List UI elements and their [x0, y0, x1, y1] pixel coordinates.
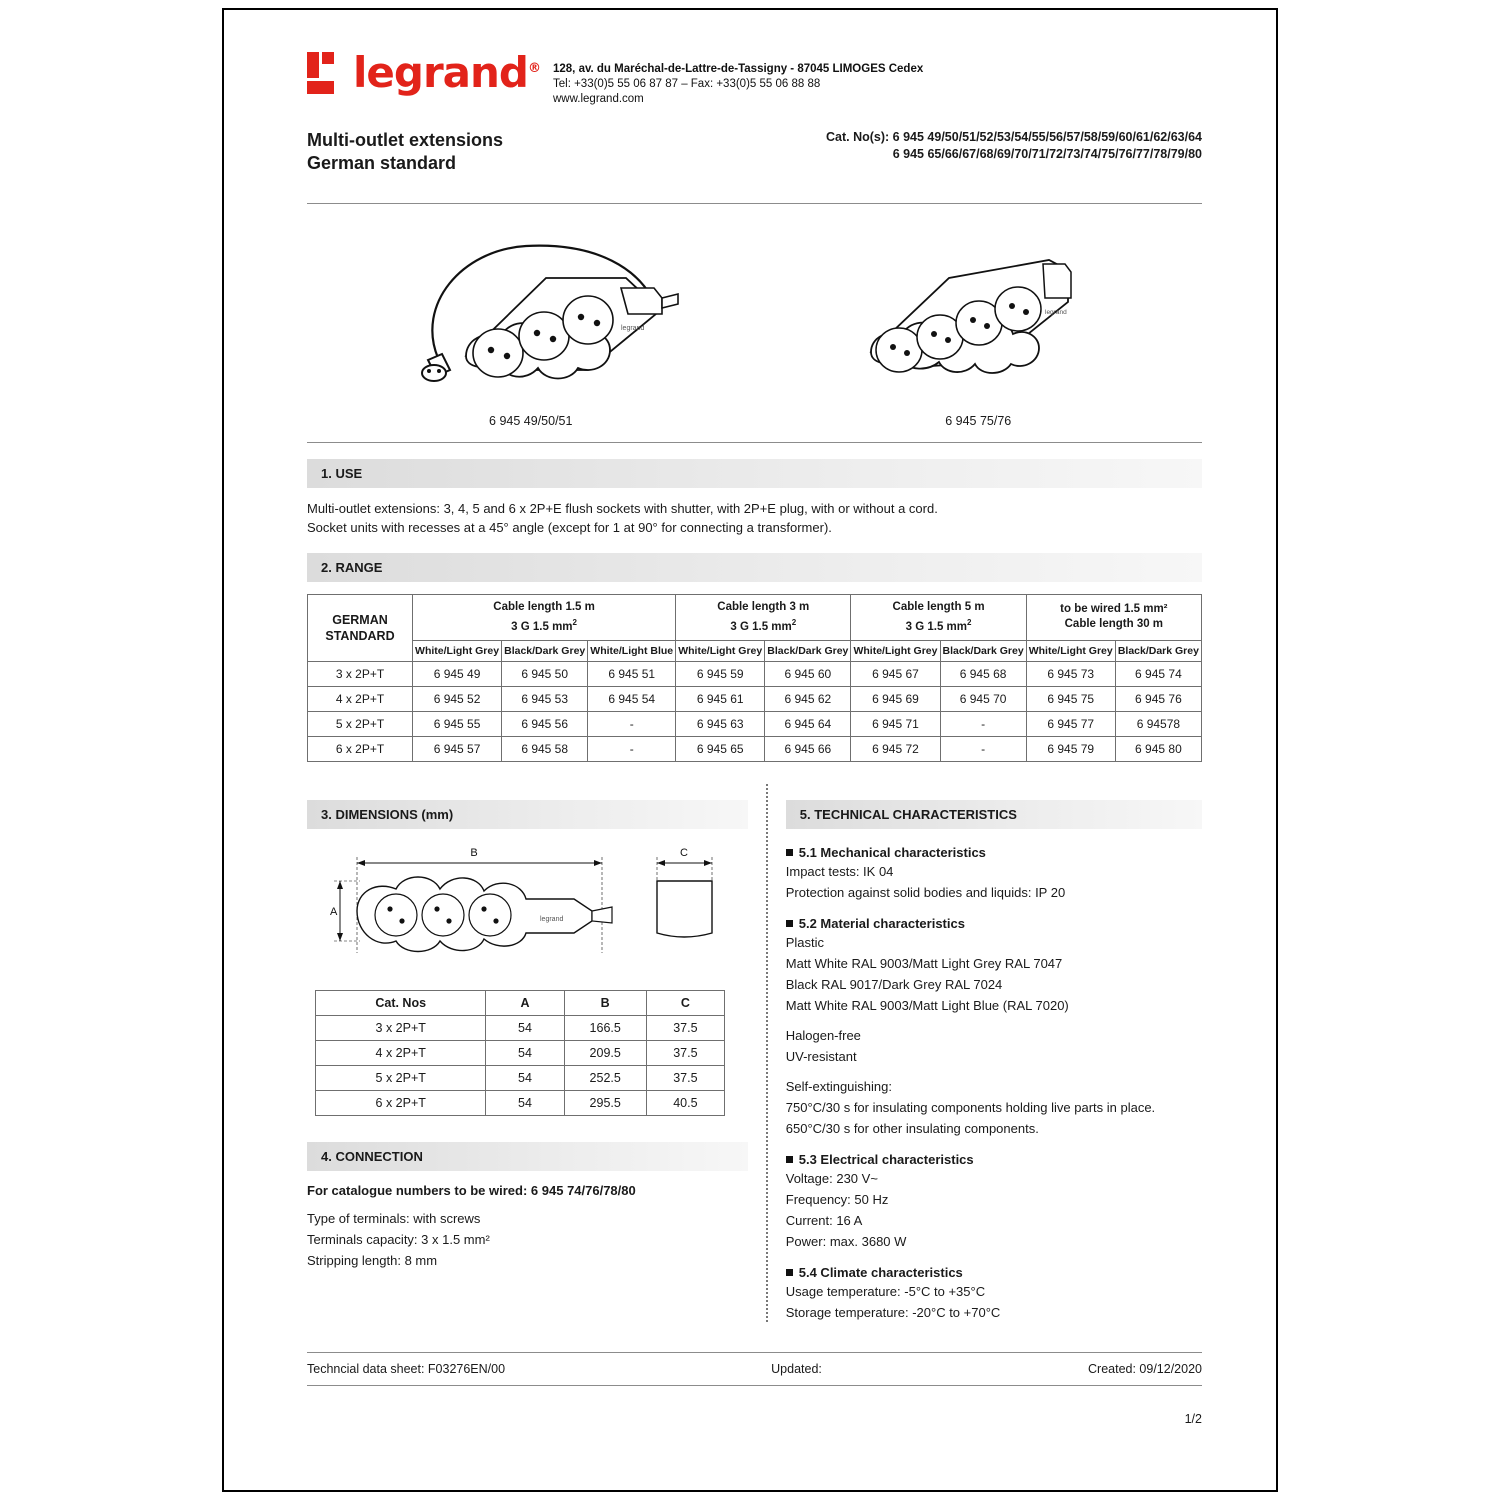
range-cell: 6 945 71: [851, 711, 940, 736]
range-cell: 6 945 73: [1026, 661, 1115, 686]
product-caption: 6 945 49/50/51: [489, 414, 573, 428]
address-line-3: www.legrand.com: [553, 93, 644, 105]
right-column: [786, 784, 1202, 1322]
material-line-9: 650°C/30 s for other insulating components.: [785, 1120, 1039, 1136]
table-row: [308, 711, 1202, 736]
range-cell: 6 945 63: [676, 711, 765, 736]
range-group-line2: 3 G 1.5 mm: [730, 620, 792, 633]
page-title-line-2: German standard: [307, 153, 457, 173]
catalogue-numbers: [826, 129, 1202, 163]
range-cell: 6 94578: [1115, 711, 1201, 736]
section-heading-dimensions: 3. DIMENSIONS (mm): [307, 800, 748, 829]
logo-wordmark-text: legrand: [353, 48, 528, 97]
use-text: [307, 499, 1202, 537]
dim-cell: 37.5: [646, 1065, 724, 1090]
range-cell: 6 945 80: [1115, 736, 1201, 761]
page-number: 1/2: [1184, 1411, 1202, 1426]
range-subheader: White/Light Blue: [588, 640, 676, 661]
range-cell: 6 945 52: [413, 686, 502, 711]
dim-column-header: A: [486, 990, 564, 1015]
range-row-label: 3 x 2P+T: [308, 661, 413, 686]
bullet-square-icon: [786, 1156, 793, 1163]
dim-cell: 37.5: [646, 1015, 724, 1040]
climate-heading: [786, 1265, 1202, 1280]
table-row: [308, 736, 1202, 761]
range-group-line2: 3 G 1.5 mm: [511, 620, 573, 633]
footer-right: Created: 09/12/2020: [1088, 1361, 1202, 1376]
range-cell: -: [940, 711, 1026, 736]
left-column: [307, 784, 748, 1322]
range-cell: 6 945 68: [940, 661, 1026, 686]
range-cell: 6 945 50: [502, 661, 588, 686]
range-subheader: White/Light Grey: [676, 640, 765, 661]
range-cell: 6 945 62: [765, 686, 851, 711]
corded-extension-illustration: [366, 210, 696, 410]
table-subheader-row: [308, 640, 1202, 661]
section-heading-range: 2. RANGE: [307, 553, 1202, 582]
document-header: [307, 48, 1202, 107]
table-row: [308, 686, 1202, 711]
mechanical-heading-text: 5.1 Mechanical characteristics: [798, 844, 986, 860]
table-row: [316, 1090, 725, 1115]
document-footer: [307, 1353, 1202, 1376]
range-row-label: 6 x 2P+T: [308, 736, 413, 761]
material-line-7: Self-extinguishing:: [785, 1078, 892, 1094]
range-cell: 6 945 56: [502, 711, 588, 736]
range-cell: 6 945 70: [940, 686, 1026, 711]
dim-cell: 37.5: [646, 1040, 724, 1065]
svg-text:legrand: legrand: [1045, 309, 1067, 316]
product-figure-wired: [755, 210, 1203, 428]
electrical-line-3: Current: 16 A: [785, 1212, 863, 1228]
product-caption: 6 945 75/76: [945, 414, 1012, 428]
range-group-header: [851, 595, 1026, 641]
legrand-logo-icon: [307, 52, 347, 94]
range-row-label: 4 x 2P+T: [308, 686, 413, 711]
material-line-1: Plastic: [785, 934, 825, 950]
dim-brand-label: legrand: [540, 915, 564, 923]
dim-cell: 3 x 2P+T: [316, 1015, 486, 1040]
dimensions-table: [315, 990, 725, 1116]
connection-subtitle: For catalogue numbers to be wired: 6 945 74/76/78/80: [307, 1182, 636, 1198]
climate-line-1: Usage temperature: -5°C to +35°C: [785, 1283, 986, 1299]
range-cell: -: [940, 736, 1026, 761]
electrical-heading-text: 5.3 Electrical characteristics: [798, 1151, 974, 1167]
dim-cell: 54: [486, 1040, 564, 1065]
electrical-heading: [786, 1152, 1202, 1167]
section-heading-connection: 4. CONNECTION: [307, 1142, 748, 1171]
range-group-header: [676, 595, 851, 641]
range-subheader: Black/Dark Grey: [940, 640, 1026, 661]
catalogue-numbers-line-1: Cat. No(s): 6 945 49/50/51/52/53/54/55/56/57/58/59/60/61/62/63/64: [826, 130, 1202, 144]
range-subheader: White/Light Grey: [413, 640, 502, 661]
footer-center: Updated:: [771, 1361, 822, 1376]
footer-left: Techncial data sheet: F03276EN/00: [307, 1361, 506, 1376]
connection-line-1: Type of terminals: with screws: [307, 1210, 481, 1226]
range-group-sup: 2: [967, 618, 972, 627]
bullet-square-icon: [786, 1269, 793, 1276]
table-row: [308, 661, 1202, 686]
mechanical-line-2: Protection against solid bodies and liquids: IP 20: [785, 884, 1066, 900]
catalogue-numbers-line-2: 6 945 65/66/67/68/69/70/71/72/73/74/75/76/77/78/79/80: [892, 147, 1202, 161]
page-title-line-1: Multi-outlet extensions: [307, 130, 504, 150]
range-group-line2: Cable length 30 m: [1064, 618, 1164, 631]
material-line-8: 750°C/30 s for insulating components holding live parts in place.: [785, 1099, 1156, 1115]
range-cell: 6 945 66: [765, 736, 851, 761]
dim-cell: 4 x 2P+T: [316, 1040, 486, 1065]
column-divider: [766, 784, 768, 1322]
range-group-line1: Cable length 1.5 m: [493, 601, 595, 613]
dim-cell: 54: [486, 1065, 564, 1090]
material-line-2: Matt White RAL 9003/Matt Light Grey RAL 7047: [785, 955, 1063, 971]
range-corner-label: GERMAN STANDARD: [325, 612, 395, 643]
range-group-header: [1026, 595, 1201, 641]
dim-cell: 295.5: [564, 1090, 646, 1115]
material-line-4: Matt White RAL 9003/Matt Light Blue (RAL 7020): [785, 997, 1069, 1013]
climate-line-2: Storage temperature: -20°C to +70°C: [785, 1304, 1001, 1320]
range-cell: 6 945 60: [765, 661, 851, 686]
range-cell: 6 945 75: [1026, 686, 1115, 711]
mechanical-heading: [786, 845, 1202, 860]
section-heading-use: 1. USE: [307, 459, 1202, 488]
range-cell: 6 945 59: [676, 661, 765, 686]
dimensions-figure: [307, 841, 748, 976]
table-row: [316, 1040, 725, 1065]
range-cell: 6 945 61: [676, 686, 765, 711]
range-cell: 6 945 67: [851, 661, 940, 686]
legrand-logo: [307, 48, 553, 97]
dim-column-header: B: [564, 990, 646, 1015]
dim-cell: 166.5: [564, 1015, 646, 1040]
range-cell: 6 945 58: [502, 736, 588, 761]
dim-cell: 209.5: [564, 1040, 646, 1065]
material-heading-text: 5.2 Material characteristics: [798, 915, 965, 931]
dim-column-header: Cat. Nos: [316, 990, 486, 1015]
wired-extension-illustration: [853, 210, 1103, 410]
bullet-square-icon: [786, 849, 793, 856]
header-divider: [307, 203, 1202, 204]
range-group-sup: 2: [572, 618, 577, 627]
table-row: [316, 1015, 725, 1040]
range-subheader: White/Light Grey: [1026, 640, 1115, 661]
address-line-2: Tel: +33(0)5 55 06 87 87 – Fax: +33(0)5 55 06 88 88: [553, 78, 821, 90]
dim-label-b: B: [470, 846, 479, 859]
company-address: [553, 48, 923, 107]
title-row: [307, 129, 1202, 175]
range-row-label: 5 x 2P+T: [308, 711, 413, 736]
range-cell: 6 945 77: [1026, 711, 1115, 736]
electrical-line-1: Voltage: 230 V~: [785, 1170, 878, 1186]
range-cell: 6 945 55: [413, 711, 502, 736]
mechanical-line-1: Impact tests: IK 04: [785, 863, 894, 879]
products-divider: [307, 442, 1202, 443]
dim-label-a: A: [330, 905, 338, 918]
range-cell: -: [588, 711, 676, 736]
dimension-drawing: [312, 841, 742, 971]
range-cell: 6 945 57: [413, 736, 502, 761]
product-figure-corded: [307, 210, 755, 428]
document-page: [222, 8, 1278, 1492]
dim-cell: 54: [486, 1015, 564, 1040]
range-subheader: Black/Dark Grey: [502, 640, 588, 661]
electrical-line-4: Power: max. 3680 W: [785, 1233, 907, 1249]
range-subheader: Black/Dark Grey: [1115, 640, 1201, 661]
bullet-square-icon: [786, 920, 793, 927]
dim-cell: 5 x 2P+T: [316, 1065, 486, 1090]
range-group-line1: to be wired 1.5 mm²: [1060, 603, 1168, 616]
electrical-line-2: Frequency: 50 Hz: [785, 1191, 889, 1207]
range-cell: 6 945 64: [765, 711, 851, 736]
dim-column-header: C: [646, 990, 724, 1015]
dim-cell: 40.5: [646, 1090, 724, 1115]
range-group-line2: 3 G 1.5 mm: [905, 620, 968, 633]
range-cell: 6 945 72: [851, 736, 940, 761]
range-cell: 6 945 54: [588, 686, 676, 711]
use-line-1: Multi-outlet extensions: 3, 4, 5 and 6 x 2P+E flush sockets with shutter, with 2P+E plug, with or without a cord.: [307, 501, 938, 516]
range-cell: 6 945 74: [1115, 661, 1201, 686]
range-group-line1: Cable length 3 m: [717, 601, 810, 613]
material-heading: [786, 916, 1202, 931]
range-group-sup: 2: [791, 618, 797, 627]
range-subheader: Black/Dark Grey: [765, 640, 851, 661]
dim-cell: 54: [486, 1090, 564, 1115]
climate-heading-text: 5.4 Climate characteristics: [798, 1264, 963, 1280]
dim-cell: 252.5: [564, 1065, 646, 1090]
svg-text:legrand: legrand: [620, 325, 645, 332]
table-header-row: [316, 990, 725, 1015]
lower-columns: [307, 784, 1202, 1322]
table-row: [316, 1065, 725, 1090]
dim-label-c: C: [680, 846, 689, 859]
material-line-6: UV-resistant: [785, 1048, 857, 1064]
page-title: [307, 129, 503, 175]
range-cell: 6 945 53: [502, 686, 588, 711]
range-subheader: White/Light Grey: [851, 640, 940, 661]
range-cell: 6 945 79: [1026, 736, 1115, 761]
use-line-2: Socket units with recesses at a 45° angle (except for 1 at 90° for connecting a transformer).: [307, 520, 832, 535]
registered-mark: ®: [527, 61, 540, 76]
range-cell: 6 945 76: [1115, 686, 1201, 711]
logo-wordmark: [353, 48, 540, 97]
material-line-3: Black RAL 9017/Dark Grey RAL 7024: [785, 976, 1003, 992]
range-cell: 6 945 49: [413, 661, 502, 686]
connection-line-2: Terminals capacity: 3 x 1.5 mm²: [307, 1231, 490, 1247]
table-header-row: [308, 595, 1202, 641]
material-line-5: Halogen-free: [785, 1027, 861, 1043]
dim-cell: 6 x 2P+T: [316, 1090, 486, 1115]
range-cell: 6 945 51: [588, 661, 676, 686]
section-heading-technical: 5. TECHNICAL CHARACTERISTICS: [786, 800, 1202, 829]
range-cell: 6 945 69: [851, 686, 940, 711]
connection-line-3: Stripping length: 8 mm: [307, 1252, 438, 1268]
range-group-line1: Cable length 5 m: [892, 601, 985, 613]
range-cell: -: [588, 736, 676, 761]
product-images: [307, 210, 1202, 428]
range-group-header: [413, 595, 676, 641]
range-table: [307, 594, 1202, 762]
range-corner-cell: [308, 595, 413, 662]
range-cell: 6 945 65: [676, 736, 765, 761]
address-line-1: 128, av. du Maréchal-de-Lattre-de-Tassigny - 87045 LIMOGES Cedex: [553, 63, 924, 75]
